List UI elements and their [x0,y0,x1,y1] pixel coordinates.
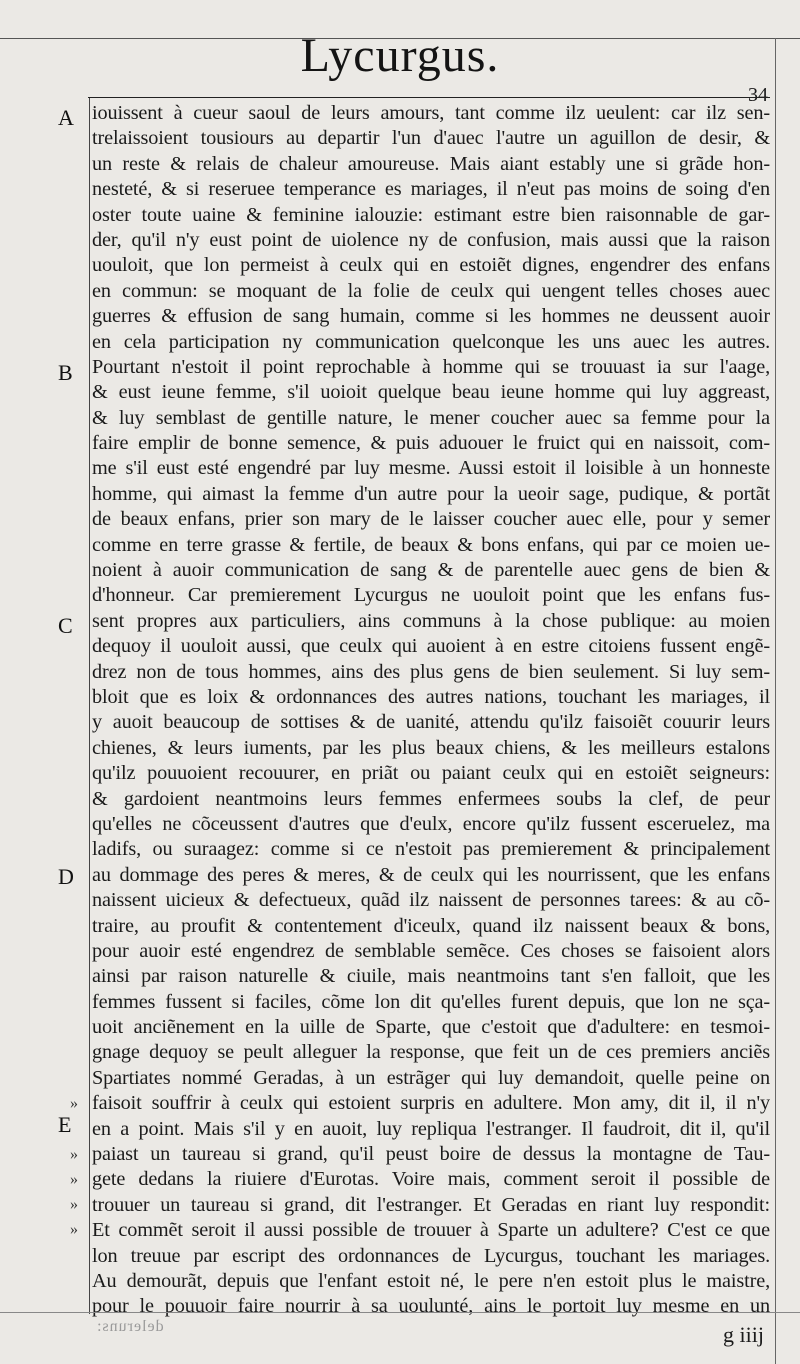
page-right-edge [775,38,776,1364]
text-line: chienes, & leurs iuments, par les plus beaux chiens, & les meilleurs estalons [92,736,770,759]
text-line: pour le pouuoir faire nourrir à sa uoulunté, ains le portoit luy mesme en un [92,1295,770,1318]
text-line: homme, qui aimast la femme d'un autre pour la ueoir sage, pudique, & portãt [92,482,770,505]
text-line: & luy semblast de gentille nature, le mener coucher auec sa femme pour la [92,406,770,429]
quote-mark: » [70,1196,78,1213]
text-line: comme en terre grasse & fertile, de beaux & bons enfans, qui par ce moien ue- [92,533,770,556]
text-line: un reste & relais de chaleur amoureuse. Mais aiant estably une si grãde hon- [92,152,770,175]
text-line: naissent uicieux & defectueux, quãd ilz naissent de personnes tarees: & au cõ- [92,889,770,912]
text-line: noient à auoir communication de sang & de parentelle auec gens de bien & [92,559,770,582]
text-line: faire emplir de bonne semence, & puis aduouer le fruict qui en naissoit, com- [92,432,770,455]
margin-letter-c: C [58,613,73,638]
text-line: nesteté, & si reseruee temperance es mariages, il n'eut pas moins de soing d'en [92,178,770,201]
text-line: Spartiates nommé Geradas, à un estrãger qui luy demandoit, quelle peine on [92,1066,770,1089]
margin-letter-d: D [58,864,74,889]
text-line: trouuer un taureau si grand, dit l'estranger. Et Geradas en riant luy respondit: [92,1193,770,1216]
text-line: pour auoir esté engendrez de semblable semẽce. Ces choses se faisoient alors [92,939,770,962]
quote-mark: » [70,1095,78,1112]
text-line: uouloit, que lon permeist à ceulx qui en estoiẽt dignes, engendrer des enfans [92,254,770,277]
margin-rule [89,98,90,1314]
text-line: trelaissoient tousiours au departir l'un d'auec l'autre un aguillon de desir, & [92,127,770,150]
quote-mark: » [70,1146,78,1163]
text-line: guerres & effusion de sang humain, comme si les hommes ne deussent auoir [92,305,770,328]
margin-letter-b: B [58,360,73,385]
margin-letter-e: E [58,1112,72,1137]
text-line: en commun: se moquant de la folie de ceulx qui uengent telles choses auec [92,279,770,302]
head-rule [88,97,770,98]
text-line: traire, au proufit & contentement d'iceulx, quand ilz naissent beaux & bons, [92,914,770,937]
text-line: der, qu'il n'y eust point de uiolence ny de confusion, mais aussi que la raison [92,228,770,251]
text-line: & eust ieune femme, s'il uoioit quelque beau ieune homme qui luy aggreast, [92,381,770,404]
text-line: en a point. Mais s'il y en auoit, luy repliqua l'estranger. Il faudroit, dit il, qu'il [92,1117,770,1140]
text-line: Et commẽt seroit il aussi possible de trouuer à Sparte un adultere? C'est ce que [92,1219,770,1242]
text-line: & gardoient neantmoins leurs femmes enfermees soubs la clef, de peur [92,787,770,810]
text-line: gete dedans la riuiere d'Eurotas. Voire mais, comment seroit il possible de [92,1168,770,1191]
text-line: bloit que es loix & ordonnances des autres nations, touchant les mariages, il [92,685,770,708]
text-line: de beaux enfans, prier son mary de le laisser coucher auec elle, pour y semer [92,508,770,531]
quote-mark: » [70,1221,78,1238]
text-line: paiast un taureau si grand, qu'il peust boire de dessus la montagne de Tau- [92,1143,770,1166]
text-line: qu'ilz pouuoient recouurer, en priãt ou paiant ceulx qui en estoiẽt seigneurs: [92,762,770,785]
signature-mark: g iiij [723,1322,764,1347]
text-line: au dommage des peres & meres, & de ceulx qui les nourrissent, que les enfans [92,863,770,886]
body-text [92,101,770,1320]
text-line: dequoy il uouloit aussi, que ceulx qui auoient à en estre citoiens fussent engẽ- [92,635,770,658]
text-line: gnage dequoy se peult alleguer la response, que feit un de ces premiers anciẽs [92,1041,770,1064]
text-line: uoit anciẽnement en la uille de Sparte, que c'estoit que d'adultere: en tesmoi- [92,1016,770,1039]
text-line: sent propres aux particuliers, ains communs à la chose publique: au moien [92,609,770,632]
text-line: drez non de tous hommes, ains des plus gens de bien seulement. Si luy sem- [92,660,770,683]
text-line: Au demourãt, depuis que l'enfant estoit né, le pere n'en estoit plus le maistre, [92,1269,770,1292]
bottom-rule [0,1312,800,1313]
text-line: ladifs, ou suraagez: comme si ce n'estoit pas premierement & principalement [92,838,770,861]
margin-letter-a: A [58,105,74,130]
text-line: ainsi par raison naturelle & ciuile, mais neantmoins tant s'en falloit, que les [92,965,770,988]
bleed-through-text: deleruns: [96,1318,164,1335]
text-line: oster toute uaine & feminine ialouzie: estimant estre bien raisonnable de gar- [92,203,770,226]
text-line: iouissent à cueur saoul de leurs amours, tant comme ilz ueulent: car ilz sen- [92,102,770,124]
text-line: faisoit souffrir à ceulx qui estoient surpris en adultere. Mon amy, dit il, il n'y [92,1092,770,1115]
text-line: Pourtant n'estoit il point reprochable à homme qui se trouuast ia sur l'aage, [92,355,770,378]
text-line: me s'il eust esté engendré par luy mesme. Aussi estoit il loisible à un honneste [92,457,770,480]
text-line: d'honneur. Car premierement Lycurgus ne uouloit point que les enfans fus- [92,584,770,607]
text-line: en cela participation ny communication quelconque les uns auec les autres. [92,330,770,353]
text-line: qu'elles ne cõceussent d'autres que d'eulx, encore qu'ilz fussent esceruelez, ma [92,812,770,835]
text-line: lon treuue par escript des ordonnances de Lycurgus, touchant les mariages. [92,1244,770,1267]
quote-mark: » [70,1171,78,1188]
text-line: femmes fussent si faciles, cõme lon dit qu'elles furent depuis, que lon ne sça- [92,990,770,1013]
text-line: y auoit beaucoup de sottises & de uanité, attendu qu'ilz faisoiẽt couurir leurs [92,711,770,734]
folio-number: 34 [748,84,768,106]
running-head-title: Lycurgus. [300,29,500,82]
